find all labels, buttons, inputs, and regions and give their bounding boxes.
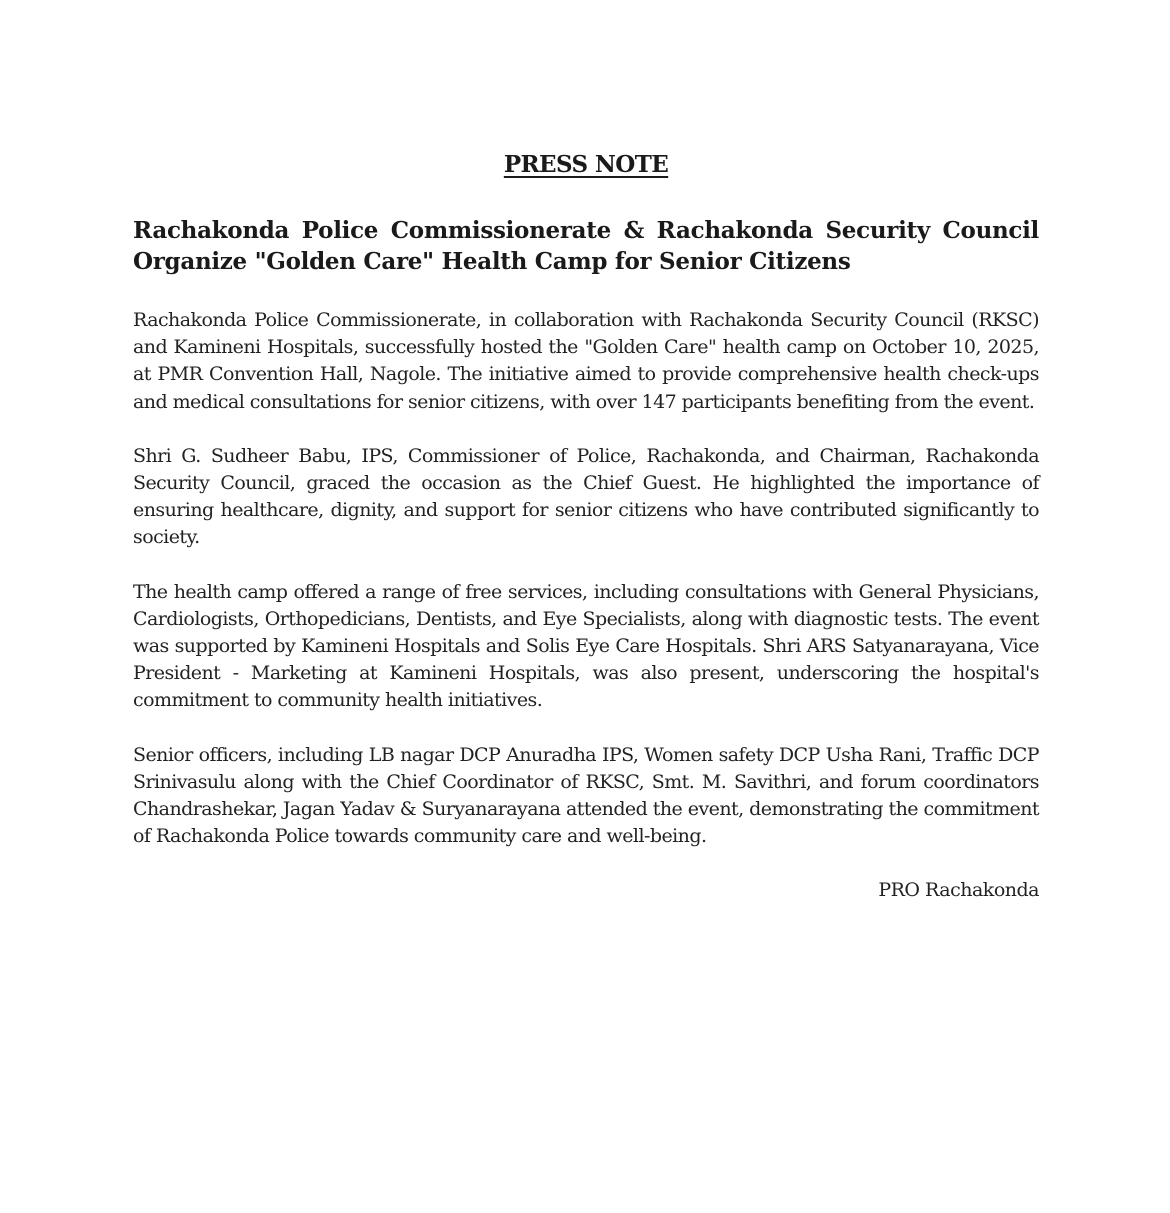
paragraph-services: The health camp offered a range of free services, including consultations with General Physicians, Cardiologists, Orthopedicians, Dentists, and Eye Specialists, along with diagnostic tests. The event was supported by Kamineni Hospitals and Solis Eye Care Hospitals. Shri ARS Satyanarayana, Vice President - Marketing at Kamineni Hospitals, was also present, underscoring the hospital's commitment to community health initiatives.: [133, 580, 1039, 712]
press-note-document: [133, 150, 1039, 904]
press-note-heading: PRESS NOTE: [503, 151, 669, 178]
paragraph-officers: Senior officers, including LB nagar DCP Anuradha IPS, Women safety DCP Usha Rani, Traffic DCP Srinivasulu along with the Chief Coordinator of RKSC, Smt. M. Savithri, and forum coordinators Chandrashekar, Jagan Yadav & Suryanarayana attended the event, demonstrating the commitment of Rachakonda Police towards community care and well-being.: [133, 743, 1039, 848]
paragraph-chief-guest: Shri G. Sudheer Babu, IPS, Commissioner of Police, Rachakonda, and Chairman, Rachakonda Security Council, graced the occasion as the Chief Guest. He highlighted the importance of ensuring healthcare, dignity, and support for senior citizens who have contributed significantly to society.: [133, 444, 1039, 549]
paragraph-event-overview: Rachakonda Police Commissionerate, in collaboration with Rachakonda Security Council (RKSC) and Kamineni Hospitals, successfully hosted the "Golden Care" health camp on October 10, 2025, at PMR Convention Hall, Nagole. The initiative aimed to provide comprehensive health check-ups and medical consultations for senior citizens, with over 147 participants benefiting from the event.: [133, 309, 1039, 413]
signature: PRO Rachakonda: [878, 879, 1039, 902]
press-note-headline: Rachakonda Police Commissionerate & Rachakonda Security Council Organize "Golden Care" Health Camp for Senior Citizens: [133, 217, 1039, 275]
